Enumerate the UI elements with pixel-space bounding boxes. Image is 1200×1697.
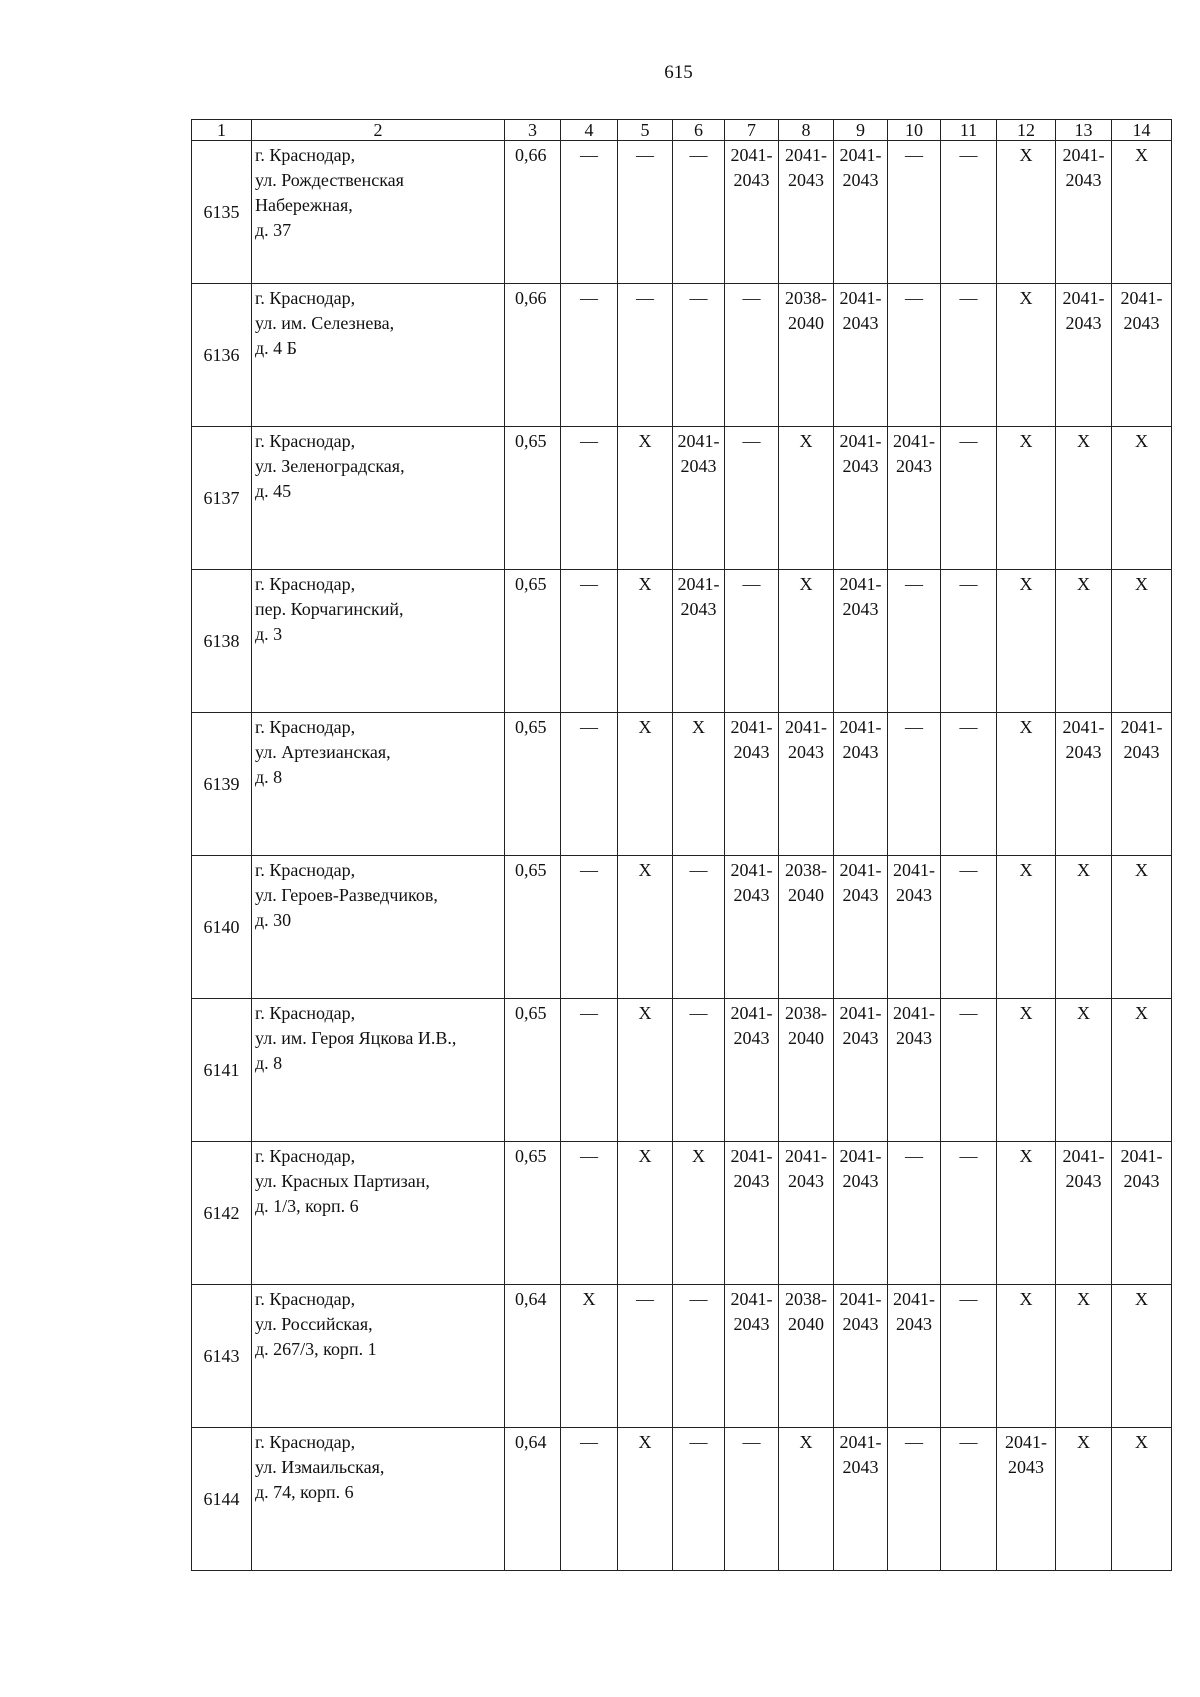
housing-register-table xyxy=(191,119,1172,1571)
cell-col-6: X xyxy=(673,713,725,856)
header-row xyxy=(192,120,1172,141)
cell-col-7: 2041- 2043 xyxy=(725,1285,779,1428)
cell-col-10: — xyxy=(888,141,941,284)
cell-col-13: 2041- 2043 xyxy=(1056,713,1112,856)
cell-col-9: 2041- 2043 xyxy=(834,1428,888,1571)
cell-col-12: X xyxy=(997,1285,1056,1428)
cell-col-12: X xyxy=(997,427,1056,570)
cell-col-10: 2041- 2043 xyxy=(888,999,941,1142)
coefficient-cell: 0,64 xyxy=(505,1285,561,1428)
cell-col-6: — xyxy=(673,999,725,1142)
cell-col-14: X xyxy=(1112,427,1172,570)
address-cell: г. Краснодар, ул. Артезианская, д. 8 xyxy=(252,713,505,856)
cell-col-5: X xyxy=(618,570,673,713)
cell-col-4: — xyxy=(561,999,618,1142)
cell-col-8: 2038- 2040 xyxy=(779,1285,834,1428)
cell-col-7: 2041- 2043 xyxy=(725,1142,779,1285)
cell-col-14: 2041- 2043 xyxy=(1112,284,1172,427)
cell-col-8: X xyxy=(779,1428,834,1571)
coefficient-cell: 0,66 xyxy=(505,141,561,284)
cell-col-12: X xyxy=(997,856,1056,999)
address-cell: г. Краснодар, пер. Корчагинский, д. 3 xyxy=(252,570,505,713)
address-cell: г. Краснодар, ул. Российская, д. 267/3, корп. 1 xyxy=(252,1285,505,1428)
cell-col-9: 2041- 2043 xyxy=(834,1285,888,1428)
coefficient-cell: 0,65 xyxy=(505,713,561,856)
cell-col-5: — xyxy=(618,141,673,284)
cell-col-6: 2041- 2043 xyxy=(673,427,725,570)
column-header-3: 3 xyxy=(505,120,561,141)
cell-col-11: — xyxy=(941,570,997,713)
row-number: 6140 xyxy=(192,856,252,999)
cell-col-8: X xyxy=(779,427,834,570)
column-header-2: 2 xyxy=(252,120,505,141)
cell-col-6: X xyxy=(673,1142,725,1285)
cell-col-6: — xyxy=(673,284,725,427)
cell-col-10: — xyxy=(888,713,941,856)
table-row xyxy=(192,713,1172,856)
column-header-4: 4 xyxy=(561,120,618,141)
cell-col-8: X xyxy=(779,570,834,713)
cell-col-13: X xyxy=(1056,1428,1112,1571)
column-header-7: 7 xyxy=(725,120,779,141)
table-row xyxy=(192,284,1172,427)
cell-col-4: — xyxy=(561,141,618,284)
cell-col-5: X xyxy=(618,856,673,999)
row-number: 6137 xyxy=(192,427,252,570)
row-number: 6143 xyxy=(192,1285,252,1428)
cell-col-9: 2041- 2043 xyxy=(834,856,888,999)
address-cell: г. Краснодар, ул. им. Селезнева, д. 4 Б xyxy=(252,284,505,427)
address-cell: г. Краснодар, ул. Измаильская, д. 74, корп. 6 xyxy=(252,1428,505,1571)
cell-col-6: — xyxy=(673,1285,725,1428)
cell-col-14: X xyxy=(1112,1428,1172,1571)
address-cell: г. Краснодар, ул. Красных Партизан, д. 1/3, корп. 6 xyxy=(252,1142,505,1285)
row-number: 6142 xyxy=(192,1142,252,1285)
cell-col-6: — xyxy=(673,856,725,999)
cell-col-10: — xyxy=(888,570,941,713)
cell-col-12: 2041- 2043 xyxy=(997,1428,1056,1571)
address-cell: г. Краснодар, ул. Рождественская Набережная, д. 37 xyxy=(252,141,505,284)
cell-col-4: X xyxy=(561,1285,618,1428)
cell-col-13: X xyxy=(1056,999,1112,1142)
cell-col-4: — xyxy=(561,856,618,999)
cell-col-10: — xyxy=(888,1142,941,1285)
cell-col-12: X xyxy=(997,284,1056,427)
cell-col-9: 2041- 2043 xyxy=(834,284,888,427)
cell-col-10: 2041- 2043 xyxy=(888,1285,941,1428)
cell-col-12: X xyxy=(997,1142,1056,1285)
column-header-12: 12 xyxy=(997,120,1056,141)
cell-col-11: — xyxy=(941,1428,997,1571)
table-row xyxy=(192,570,1172,713)
row-number: 6139 xyxy=(192,713,252,856)
cell-col-14: X xyxy=(1112,570,1172,713)
cell-col-4: — xyxy=(561,1428,618,1571)
cell-col-13: 2041- 2043 xyxy=(1056,284,1112,427)
cell-col-10: 2041- 2043 xyxy=(888,427,941,570)
table-row xyxy=(192,856,1172,999)
cell-col-5: — xyxy=(618,284,673,427)
cell-col-5: X xyxy=(618,999,673,1142)
column-header-1: 1 xyxy=(192,120,252,141)
cell-col-9: 2041- 2043 xyxy=(834,570,888,713)
column-header-5: 5 xyxy=(618,120,673,141)
cell-col-9: 2041- 2043 xyxy=(834,141,888,284)
cell-col-5: X xyxy=(618,1142,673,1285)
cell-col-5: — xyxy=(618,1285,673,1428)
cell-col-11: — xyxy=(941,856,997,999)
cell-col-13: X xyxy=(1056,856,1112,999)
row-number: 6141 xyxy=(192,999,252,1142)
cell-col-10: — xyxy=(888,1428,941,1571)
row-number: 6144 xyxy=(192,1428,252,1571)
row-number: 6135 xyxy=(192,141,252,284)
coefficient-cell: 0,65 xyxy=(505,570,561,713)
address-cell: г. Краснодар, ул. им. Героя Яцкова И.В., д. 8 xyxy=(252,999,505,1142)
cell-col-12: X xyxy=(997,141,1056,284)
cell-col-10: 2041- 2043 xyxy=(888,856,941,999)
cell-col-8: 2038- 2040 xyxy=(779,856,834,999)
cell-col-13: 2041- 2043 xyxy=(1056,141,1112,284)
cell-col-4: — xyxy=(561,713,618,856)
cell-col-7: 2041- 2043 xyxy=(725,856,779,999)
table-row xyxy=(192,1428,1172,1571)
cell-col-9: 2041- 2043 xyxy=(834,427,888,570)
cell-col-9: 2041- 2043 xyxy=(834,713,888,856)
cell-col-12: X xyxy=(997,999,1056,1142)
coefficient-cell: 0,65 xyxy=(505,999,561,1142)
cell-col-9: 2041- 2043 xyxy=(834,999,888,1142)
coefficient-cell: 0,66 xyxy=(505,284,561,427)
cell-col-14: X xyxy=(1112,856,1172,999)
row-number: 6138 xyxy=(192,570,252,713)
cell-col-5: X xyxy=(618,427,673,570)
cell-col-11: — xyxy=(941,141,997,284)
cell-col-13: X xyxy=(1056,570,1112,713)
table-row xyxy=(192,141,1172,284)
table-row xyxy=(192,1142,1172,1285)
cell-col-8: 2038- 2040 xyxy=(779,999,834,1142)
cell-col-6: 2041- 2043 xyxy=(673,570,725,713)
column-header-8: 8 xyxy=(779,120,834,141)
cell-col-7: — xyxy=(725,1428,779,1571)
cell-col-8: 2038- 2040 xyxy=(779,284,834,427)
cell-col-7: — xyxy=(725,427,779,570)
cell-col-11: — xyxy=(941,713,997,856)
cell-col-7: 2041- 2043 xyxy=(725,713,779,856)
cell-col-6: — xyxy=(673,141,725,284)
row-number: 6136 xyxy=(192,284,252,427)
table-row xyxy=(192,999,1172,1142)
table-row xyxy=(192,427,1172,570)
page-number: 615 xyxy=(664,62,693,83)
cell-col-11: — xyxy=(941,999,997,1142)
column-header-10: 10 xyxy=(888,120,941,141)
cell-col-14: X xyxy=(1112,1285,1172,1428)
cell-col-11: — xyxy=(941,284,997,427)
column-header-9: 9 xyxy=(834,120,888,141)
coefficient-cell: 0,65 xyxy=(505,427,561,570)
cell-col-4: — xyxy=(561,427,618,570)
cell-col-4: — xyxy=(561,284,618,427)
cell-col-13: X xyxy=(1056,427,1112,570)
cell-col-8: 2041- 2043 xyxy=(779,141,834,284)
cell-col-14: 2041- 2043 xyxy=(1112,1142,1172,1285)
table-row xyxy=(192,1285,1172,1428)
coefficient-cell: 0,65 xyxy=(505,1142,561,1285)
cell-col-11: — xyxy=(941,1142,997,1285)
cell-col-14: X xyxy=(1112,999,1172,1142)
cell-col-7: — xyxy=(725,570,779,713)
cell-col-5: X xyxy=(618,713,673,856)
cell-col-8: 2041- 2043 xyxy=(779,1142,834,1285)
cell-col-14: 2041- 2043 xyxy=(1112,713,1172,856)
cell-col-5: X xyxy=(618,1428,673,1571)
cell-col-8: 2041- 2043 xyxy=(779,713,834,856)
address-cell: г. Краснодар, ул. Героев-Разведчиков, д. 30 xyxy=(252,856,505,999)
cell-col-13: 2041- 2043 xyxy=(1056,1142,1112,1285)
cell-col-7: — xyxy=(725,284,779,427)
column-header-14: 14 xyxy=(1112,120,1172,141)
cell-col-11: — xyxy=(941,1285,997,1428)
cell-col-6: — xyxy=(673,1428,725,1571)
column-header-13: 13 xyxy=(1056,120,1112,141)
cell-col-4: — xyxy=(561,1142,618,1285)
column-header-11: 11 xyxy=(941,120,997,141)
cell-col-12: X xyxy=(997,713,1056,856)
cell-col-13: X xyxy=(1056,1285,1112,1428)
coefficient-cell: 0,65 xyxy=(505,856,561,999)
cell-col-4: — xyxy=(561,570,618,713)
cell-col-7: 2041- 2043 xyxy=(725,999,779,1142)
cell-col-14: X xyxy=(1112,141,1172,284)
cell-col-12: X xyxy=(997,570,1056,713)
address-cell: г. Краснодар, ул. Зеленоградская, д. 45 xyxy=(252,427,505,570)
column-header-6: 6 xyxy=(673,120,725,141)
cell-col-9: 2041- 2043 xyxy=(834,1142,888,1285)
coefficient-cell: 0,64 xyxy=(505,1428,561,1571)
cell-col-11: — xyxy=(941,427,997,570)
cell-col-10: — xyxy=(888,284,941,427)
cell-col-7: 2041- 2043 xyxy=(725,141,779,284)
